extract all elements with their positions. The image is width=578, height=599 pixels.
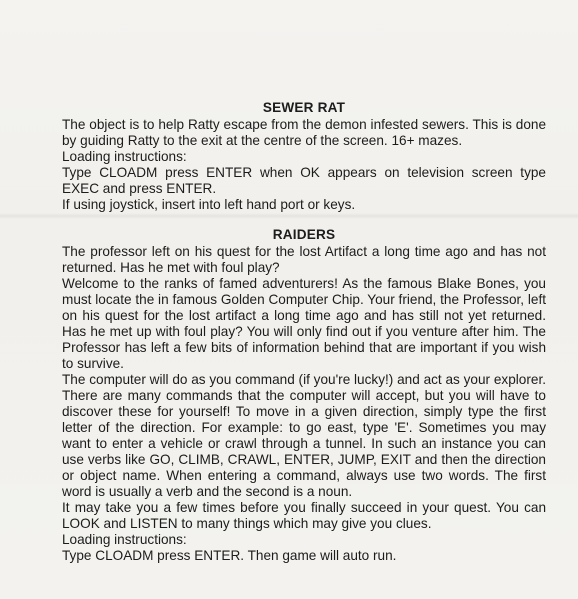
raiders-tips: It may take you a few times before you finally succeed in your quest. You can LOOK and LISTEN to many things which may give you clues. <box>62 500 546 531</box>
raiders-title: RAIDERS <box>272 227 336 242</box>
raiders-loading-heading: Loading instructions: <box>62 532 187 547</box>
raiders-commands: The computer will do as you command (if you're lucky!) and act as your explorer. There are many commands that the computer will accept, but you will have to discover these for yourself! To move in a given direction, simply type the first letter of the direction. For example: to go east, type 'E'. Sometimes you may want to enter a vehicle or crawl through a tunnel. In such an instance you can use verbs like GO, CLIMB, CRAWL, ENTER, JUMP, EXIT and then the direction or object name. When entering a command, always use two words. The first word is usually a verb and the second is a noun. <box>62 372 546 499</box>
raiders-loading-step: Type CLOADM press ENTER. Then game will auto run. <box>62 548 397 563</box>
raiders-section <box>62 227 546 564</box>
sewer-rat-description: The object is to help Ratty escape from the demon infested sewers. This is done by guiding Ratty to the exit at the centre of the screen. 16+ mazes. <box>62 117 546 148</box>
paper-fold-line <box>0 213 578 219</box>
sewer-rat-loading-step: Type CLOADM press ENTER when OK appears on television screen type EXEC and press ENTER. <box>62 165 546 196</box>
raiders-intro: The professor left on his quest for the lost Artifact a long time ago and has not returned. Has he met with foul play? <box>62 244 546 275</box>
sewer-rat-section <box>62 100 546 213</box>
sewer-rat-title: SEWER RAT <box>262 100 346 115</box>
sewer-rat-joystick-note: If using joystick, insert into left hand port or keys. <box>62 197 356 212</box>
raiders-welcome: Welcome to the ranks of famed adventurers! As the famous Blake Bones, you must locate the in famous Golden Computer Chip. Your friend, the Professor, left on his quest for the lost artifact a long time ago and has still not yet returned. Has he met up with foul play? You will only find out if you venture after him. The Professor has left a few bits of information behind that are important if you wish to survive. <box>62 276 546 371</box>
sewer-rat-loading-heading: Loading instructions: <box>62 149 187 164</box>
